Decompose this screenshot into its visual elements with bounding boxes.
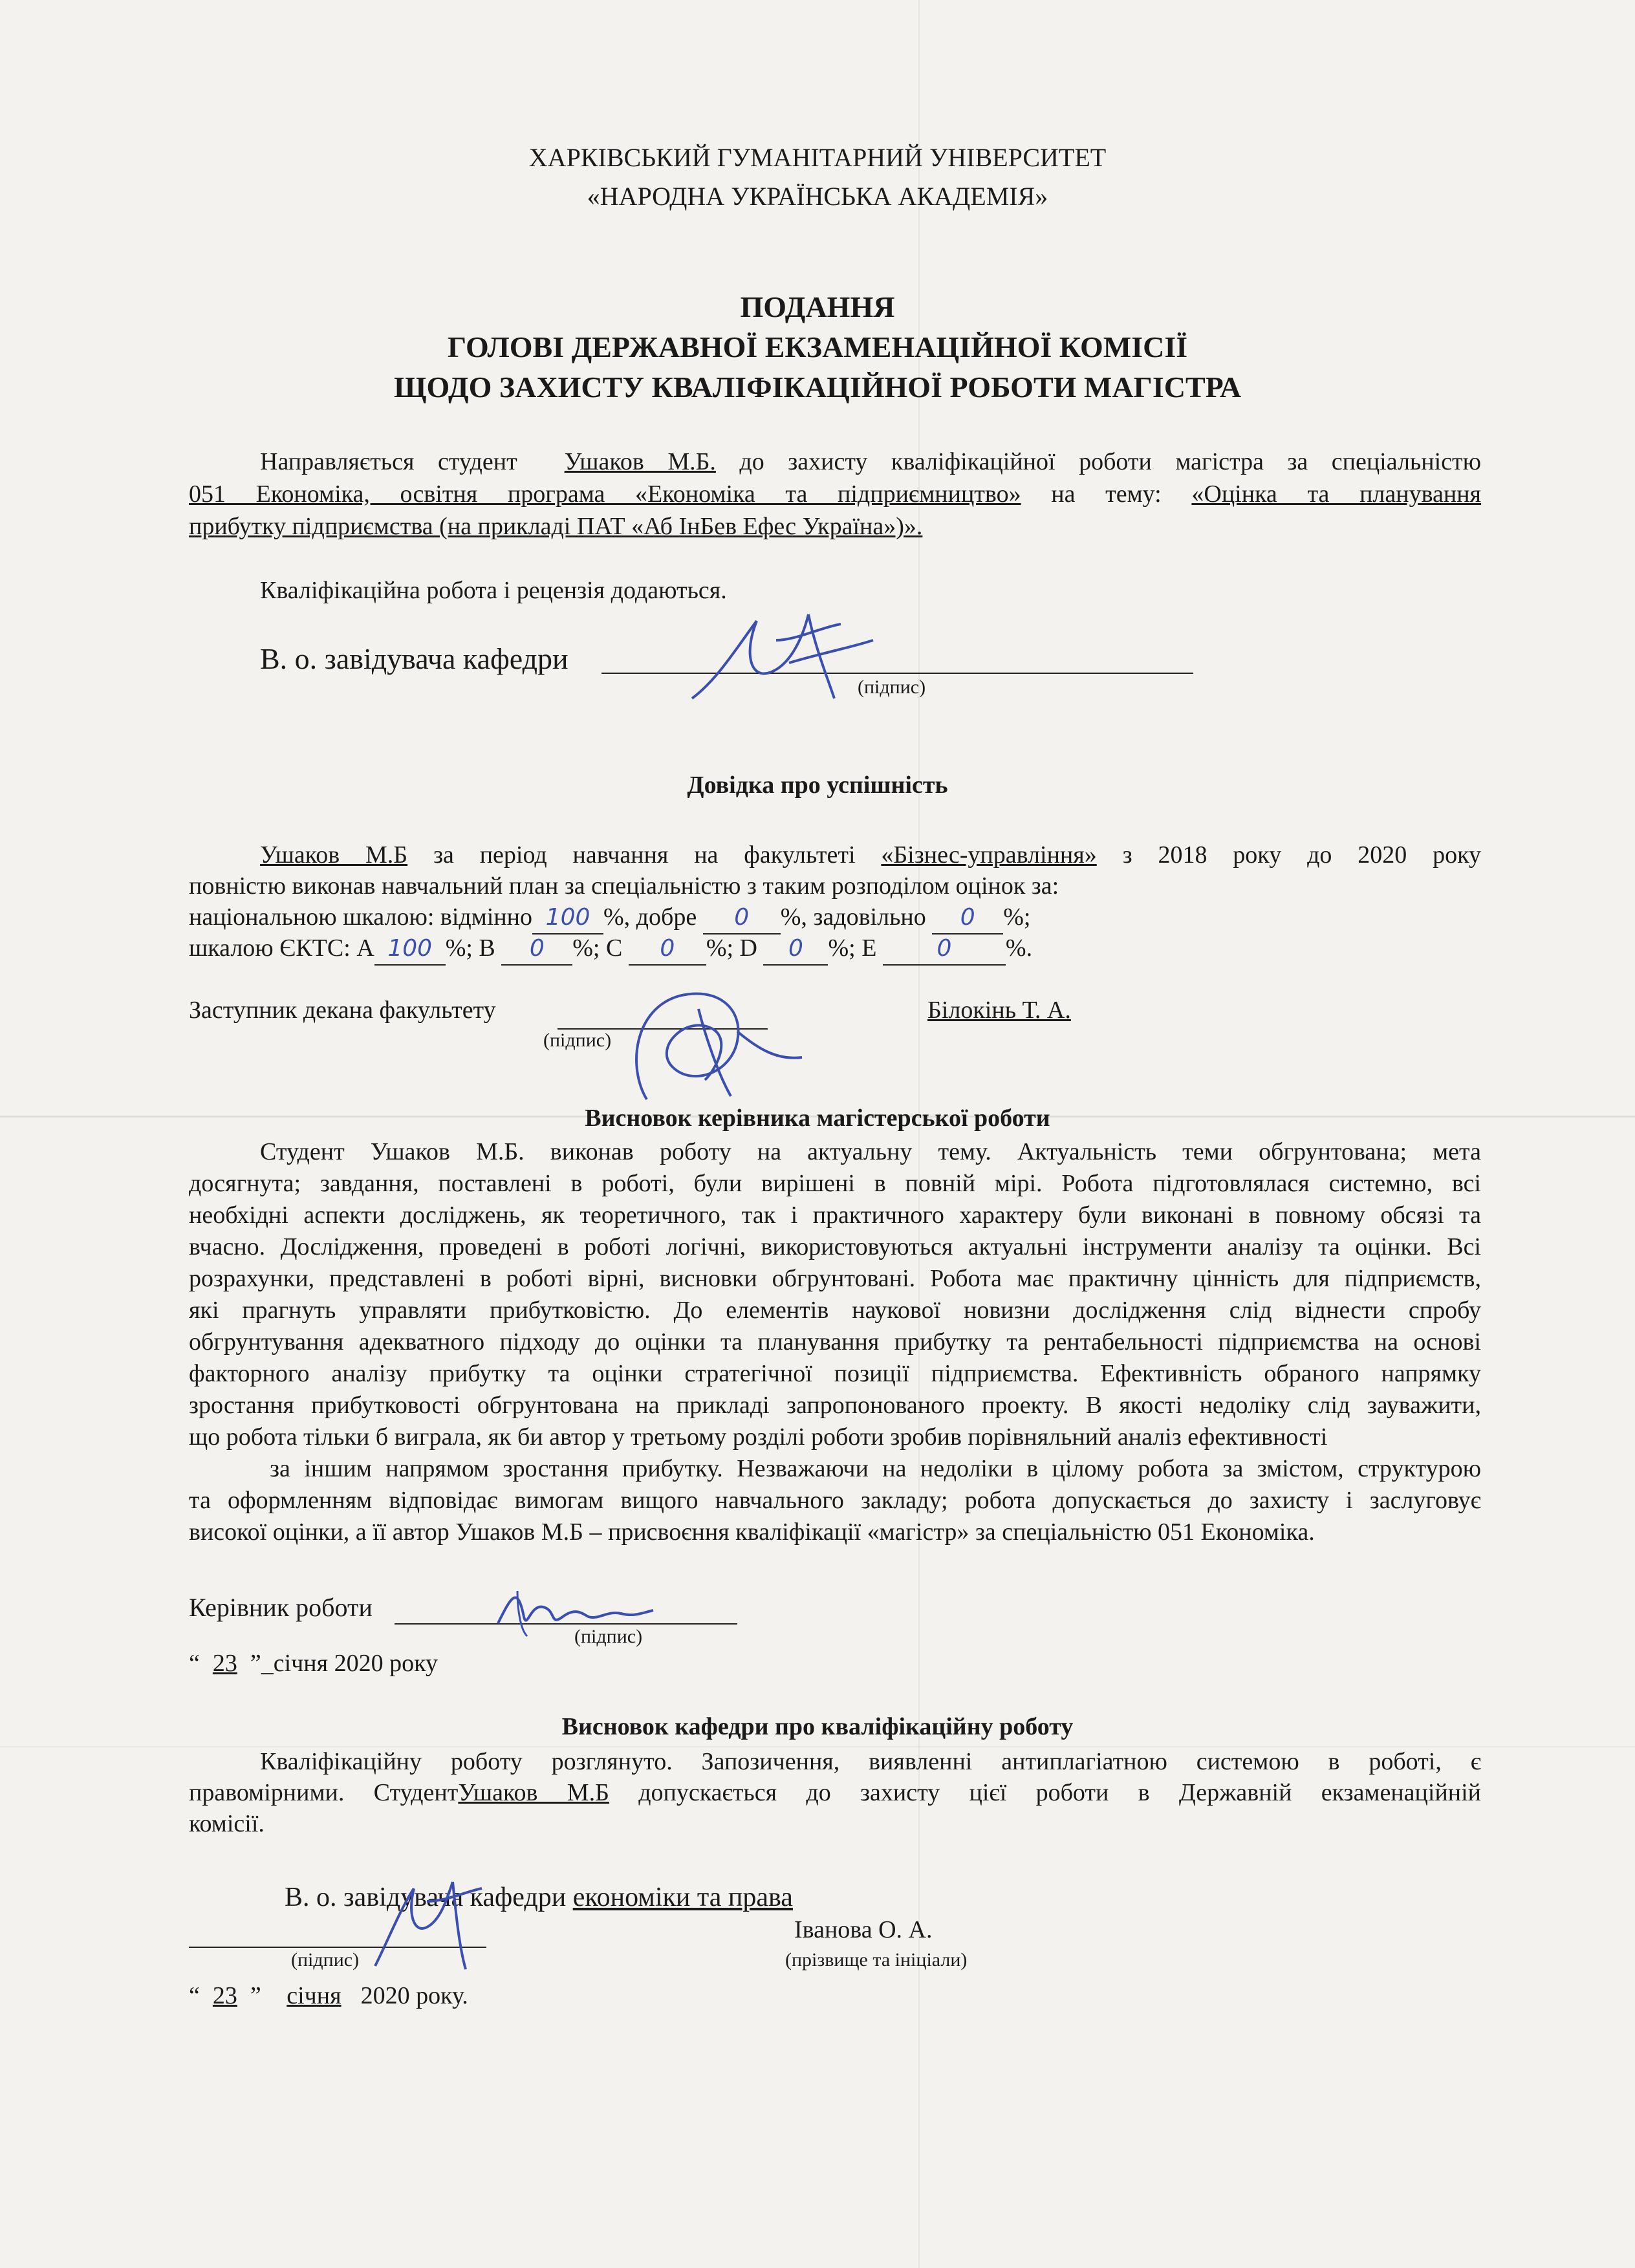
head-label: В. о. завідувача кафедри — [260, 642, 568, 675]
ects-e: 0 — [883, 933, 1006, 966]
deputy-label: Заступник декана факультету — [189, 997, 496, 1024]
grade-excellent: 100 — [532, 902, 603, 934]
department-line1: Кваліфікаційну роботу розглянуто. Запозичення, виявленні антиплагіатною системою в роботі, є — [260, 1748, 1481, 1775]
submission-line3 — [189, 511, 1481, 543]
university-name: ХАРКІВСЬКИЙ ГУМАНІТАРНИЙ УНІВЕРСИТЕТ — [528, 143, 1107, 172]
topic: «Оцінка та планування — [1191, 481, 1482, 508]
supervisor-date: “ 23 ”_січня 2020 року — [189, 1650, 439, 1677]
grade-good: 0 — [703, 902, 781, 934]
ects-d: 0 — [763, 933, 828, 966]
certificate-line2: повністю виконав навчальний план за спеціальністю з таким розподілом оцінок за: — [189, 872, 1059, 900]
dept-head-name: Іванова О. А. — [794, 1916, 933, 1943]
student-name: Ушаков М.Б. — [564, 448, 716, 475]
date-month: січня — [287, 1982, 341, 2009]
submission-line2: 051 Економіка, освітня програма «Економіка та підприємництво» на тему: «Оцінка та планування — [189, 481, 1482, 508]
supervisor-label: Керівник роботи — [189, 1593, 373, 1622]
department-line2: правомірними. СтудентУшаков М.Б допускається до захисту цієї роботи в Державній екзаменаційній — [189, 1779, 1482, 1806]
department-heading: Висновок кафедри про кваліфікаційну роботу — [561, 1713, 1074, 1740]
date-day: 23 — [212, 1982, 237, 2009]
supervisor-signature — [492, 1578, 660, 1643]
doc-title: ПОДАННЯ — [740, 290, 895, 323]
department-line3: комісії. — [189, 1810, 265, 1837]
dept-head-signature — [362, 1863, 492, 1979]
ects-scale: шкалою ЄКТС: А 100 %; В 0 %; С 0 %; D 0 %; Е 0 %. — [189, 933, 1481, 966]
doc-title-line3: ЩОДО ЗАХИСТУ КВАЛІФІКАЦІЙНОЇ РОБОТИ МАГІСТРА — [393, 371, 1242, 404]
specialty: 051 Економіка, освітня програма «Економіка та підприємництво» — [189, 481, 1021, 508]
signature-caption: (підпис) — [543, 1030, 612, 1051]
dept-head-row: В. о. завідувача кафедри економіки та права — [285, 1883, 793, 1912]
grade-satisfactory: 0 — [932, 902, 1003, 934]
academy-name: «НАРОДНА УКРАЇНСЬКА АКАДЕМІЯ» — [587, 182, 1048, 211]
signature-caption: (підпис) — [574, 1626, 643, 1647]
student-name: Ушаков М.Б — [458, 1779, 609, 1806]
supervisor-heading: Висновок керівника магістерської роботи — [585, 1105, 1050, 1132]
date-day: 23 — [212, 1650, 237, 1677]
department-date: “ 23 ” січня 2020 року. — [189, 1982, 468, 2009]
signature-caption: (підпис) — [858, 676, 926, 698]
signature-caption: (підпис) — [291, 1949, 360, 1971]
name-caption: (прізвище та ініціали) — [785, 1949, 968, 1971]
submission-line1: Направляється студент Ушаков М.Б. до захисту кваліфікаційної роботи магістра за спеціальністю — [260, 448, 1481, 475]
topic-cont: прибутку підприємства (на прикладі ПАТ «Аб ІнБев Ефес Україна»)». — [189, 513, 923, 540]
department-name: економіки та права — [572, 1883, 793, 1912]
attached-note: Кваліфікаційна робота і рецензія додаються. — [260, 577, 727, 604]
certificate-heading: Довідка про успішність — [687, 772, 948, 799]
certificate-line1: Ушаков М.Б за період навчання на факультеті «Бізнес-управління» з 2018 року до 2020 року — [260, 841, 1482, 869]
deputy-name: Білокінь Т. А. — [927, 997, 1071, 1024]
ects-a: 100 — [374, 933, 446, 966]
supervisor-text: Студент Ушаков М.Б. виконав роботу на актуальну тему. Актуальність теми обгрунтована; мета досягнута; завдання, поставлені в роботі, були вирішені в повній мірі. Робота підготовлялася системно, всі необхідні аспекти досліджень, як теоретичного, так і практичного характеру були виконані в повному обсязі та вчасно. Дослідження, проведені в роботі логічні, використовуються актуальні інструменти аналізу та оцінки. Всі розрахунки, представлені в роботі вірні, висновки обгрунтовані. Робота має практичну цінність для підприємств, які прагнуть управляти прибутковістю. До елементів наукової новизни дослідження слід віднести спробу обгрунтування адекватного підходу до оцінки та планування прибутку та рентабельності підприємства на основі факторного аналізу прибутку та оцінки стратегічної позиції підприємства. Ефективність обраного напрямку зростання прибутковості обгрунтована на прикладі запропонованого проекту. В якості недоліку слід зауважити, що робота тільки б виграла, як би автор у третьому розділі роботи зробив порівняльний аналіз ефективності за іншим напрямом зростання прибутку. Незважаючи на недоліки в цілому робота за змістом, структурою та оформленням відповідає вимогам вищого навчального закладу; робота допускається до захисту і заслуговує високої оцінки, а її автор Ушаков М.Б – присвоєння кваліфікації «магістр» за спеціальністю 051 Економіка. — [189, 1138, 1481, 1546]
ects-c: 0 — [629, 933, 706, 966]
national-scale: національною шкалою: відмінно 100 %, добре 0 %, задовільно 0 %; — [189, 902, 1481, 934]
ects-b: 0 — [501, 933, 572, 966]
head-signature — [679, 601, 886, 718]
doc-title-line2: ГОЛОВІ ДЕРЖАВНОЇ ЕКЗАМЕНАЦІЙНОЇ КОМІСІЇ — [447, 330, 1188, 363]
deputy-signature — [608, 970, 815, 1112]
